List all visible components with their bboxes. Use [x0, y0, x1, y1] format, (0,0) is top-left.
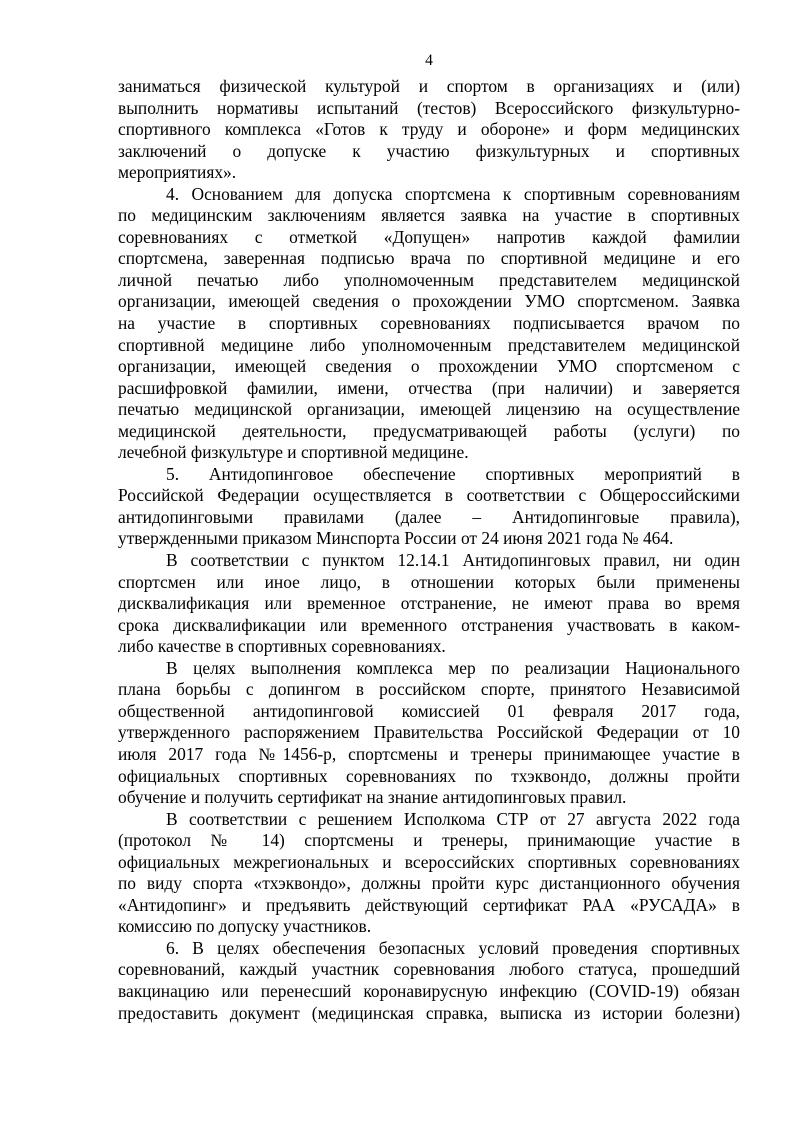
paragraph [118, 184, 740, 464]
text-line: выполнить нормативы испытаний (тестов) Всероссийского физкультурно- [118, 97, 740, 118]
paragraph [118, 464, 740, 550]
text-line: заниматься физической культурой и спортом в организациях и (или) [118, 76, 740, 96]
text-line: (протокол № 14) спортсмены и тренеры, принимающие участие в [118, 830, 740, 851]
text-line: соревнованиях с отметкой «Допущен» напротив каждой фамилии [118, 226, 740, 247]
text-line: обучение и получить сертификат на знание антидопинговых правил. [118, 787, 627, 808]
text-line: расшифровкой фамилии, имени, отчества (при наличии) и заверяется [118, 377, 740, 398]
paragraph [118, 809, 740, 938]
paragraph [118, 550, 740, 658]
text-line: дисквалификация или временное отстранение, не имеют права во время [118, 593, 740, 614]
text-line: заключений о допуске к участию физкультурных и спортивных [118, 140, 740, 161]
text-line: официальных межрегиональных и всероссийских спортивных соревнованиях [118, 851, 740, 872]
text-line: по медицинским заключениям является заявка на участие в спортивных [118, 205, 740, 226]
paragraph [118, 76, 740, 184]
text-line: на участие в спортивных соревнованиях подписывается врачом по [118, 313, 740, 334]
text-line: предоставить документ (медицинская справка, выписка из истории болезни) [118, 1002, 740, 1023]
text-line: спортсмена, заверенная подписью врача по спортивной медицине и его [118, 248, 740, 269]
paragraph [118, 938, 740, 1024]
paragraph [118, 658, 740, 809]
text-line: антидопинговыми правилами (далее – Антидопинговые правила), [118, 506, 740, 527]
text-line: соревнований, каждый участник соревнования любого статуса, прошедший [118, 959, 740, 980]
document-body [118, 76, 740, 1024]
text-line: плана борьбы с допингом в российском спорте, принятого Независимой [118, 679, 740, 700]
text-line: Российской Федерации осуществляется в соответствии с Общероссийскими [118, 485, 740, 506]
text-line: 4. Основанием для допуска спортсмена к спортивным соревнованиям [166, 183, 740, 204]
text-line: спортивной медицине либо уполномоченным представителем медицинской [118, 334, 740, 355]
text-line: июля 2017 года №1456-р, спортсмены и тренеры принимающее участие в [118, 743, 740, 764]
text-line: либо качестве в спортивных соревнованиях. [118, 636, 446, 657]
text-line: спортивного комплекса «Готов к труду и обороне» и форм медицинских [118, 119, 740, 140]
text-line: 5. Антидопинговое обеспечение спортивных мероприятий в [166, 463, 740, 484]
text-line: мероприятиях». [118, 162, 237, 183]
text-line: вакцинацию или перенесший коронавирусную инфекцию (COVID-19) обязан [118, 980, 740, 1001]
text-line: печатью медицинской организации, имеющей лицензию на осуществление [118, 399, 740, 420]
page-number: 4 [425, 52, 433, 69]
text-line: организации, имеющей сведения о прохождении УМО спортсменом с [118, 356, 740, 377]
text-line: утвержденными приказом Минспорта России от 24 июня 2021 года № 464. [118, 528, 674, 549]
text-line: спортсмен или иное лицо, в отношении которых были применены [118, 571, 740, 592]
text-line: личной печатью либо уполномоченным представителем медицинской [118, 269, 740, 290]
text-line: срока дисквалификации или временного отстранения участвовать в каком- [118, 614, 740, 635]
text-line: организации, имеющей сведения о прохождении УМО спортсменом. Заявка [118, 291, 740, 312]
text-line: лечебной физкультуре и спортивной медицине. [118, 442, 469, 463]
text-line: общественной антидопинговой комиссией 01 февраля 2017 года, [118, 700, 740, 721]
text-line: В соответствии с пунктом 12.14.1 Антидопинговых правил, ни один [166, 550, 740, 571]
text-line: В соответствии с решением Исполкома СТР от 27 августа 2022 года [166, 808, 740, 829]
text-line: по виду спорта «тхэквондо», должны пройти курс дистанционного обучения [118, 873, 740, 894]
text-line: В целях выполнения комплекса мер по реализации Национального [166, 657, 740, 678]
text-line: комиссию по допуску участников. [118, 916, 372, 937]
text-line: официальных спортивных соревнованиях по тхэквондо, должны пройти [118, 765, 740, 786]
text-line: «Антидопинг» и предъявить действующий сертификат РАА «РУСАДА» в [118, 894, 740, 915]
text-line: утвержденного распоряжением Правительства Российской Федерации от 10 [118, 722, 740, 743]
text-line: 6. В целях обеспечения безопасных условий проведения спортивных [166, 937, 740, 958]
text-line: медицинской деятельности, предусматривающей работы (услуги) по [118, 420, 740, 441]
